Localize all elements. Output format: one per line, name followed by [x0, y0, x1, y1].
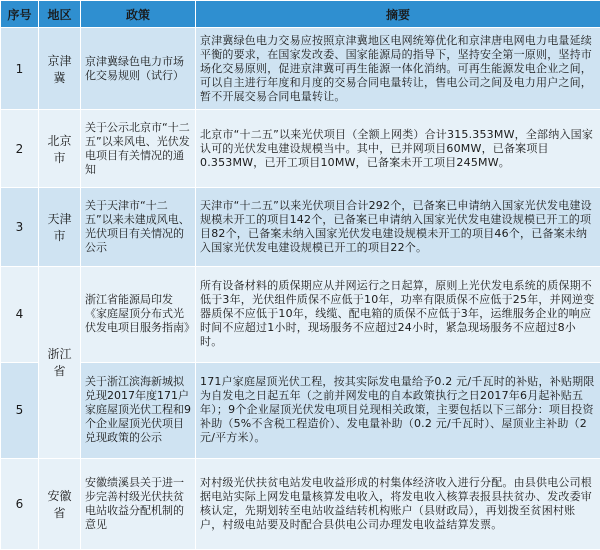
- row-policy: 关于天津市“十二五”以来未建成风电、光伏项目有关情况的公示: [81, 188, 196, 266]
- table-row: [1, 188, 600, 266]
- row-summary: 对村级光伏扶贫电站发电收益形成的村集体经济收入进行分配。由县供电公司根据电站实际上网发电量核算发电收入，将发电收入核算表报县扶贫办、发改委审核认定，先期划转至电站收益结转机构账户（县财政局），再划拨至贫困村账户，村级电站要及时配合县供电公司办理发电收益结算发票。: [196, 459, 600, 550]
- header-row: [1, 1, 600, 28]
- table-row: [1, 28, 600, 110]
- row-policy: 安徽绩溪县关于进一步完善村级光伏扶贫电站收益分配机制的意见: [81, 459, 196, 550]
- header-summary: 摘要: [196, 1, 600, 28]
- header-policy: 政策: [81, 1, 196, 28]
- row-summary: 171户家庭屋顶光伏工程，按其实际发电量给予0.2 元/千瓦时的补贴，补贴期限为自发电之日起五年（之前并网发电的自本政策执行之日2017年6月起补贴五年）；9个企业屋顶光伏发电项目兑现相关政策，主要包括以下三部分：项目投资补助（5%不含税工程造价）、发电量补助（0.2 元/千瓦时）、屋顶业主补助（2元/平方米）。: [196, 362, 600, 458]
- row-region: 安徽省: [39, 459, 81, 550]
- row-number: 2: [1, 110, 39, 188]
- row-number: 4: [1, 266, 39, 362]
- row-policy: 关于公示北京市“十二五”以来风电、光伏发电项目有关情况的通知: [81, 110, 196, 188]
- row-policy: 关于浙江滨海新城拟兑现2017年度171户家庭屋顶光伏工程和9个企业屋顶光伏项目兑现政策的公示: [81, 362, 196, 458]
- header-num: 序号: [1, 1, 39, 28]
- table-row: [1, 266, 600, 362]
- row-number: 5: [1, 362, 39, 458]
- table-row: [1, 362, 600, 458]
- row-summary: 天津市“十二五”以来光伏项目合计292个，已备案已申请纳入国家光伏发电建设规模未开工的项目142个，已备案已申请纳入国家光伏发电建设规模已开工的项目82个，已备案未纳入国家光伏发电建设规模未开工的项目46个，已备案未纳入国家光伏发电建设规模已开工的项目22个。: [196, 188, 600, 266]
- row-region: 天津市: [39, 188, 81, 266]
- row-number: 1: [1, 28, 39, 110]
- table-row: [1, 459, 600, 550]
- row-policy: 京津冀绿色电力市场化交易规则（试行）: [81, 28, 196, 110]
- row-number: 3: [1, 188, 39, 266]
- header-region: 地区: [39, 1, 81, 28]
- table-row: [1, 110, 600, 188]
- row-summary: 所有设备材料的质保期应从并网运行之日起算，原则上光伏发电系统的质保期不低于3年，光伏组件质保不应低于10年，功率有限质保不应低于25年，并网逆变器质保不应低于10年，线缆、配电箱的质保不应低于3年，运维服务企业的响应时间不应超过1小时，现场服务不应超过24小时，紧急现场服务不应超过8小时。: [196, 266, 600, 362]
- row-number: 6: [1, 459, 39, 550]
- row-region: 北京市: [39, 110, 81, 188]
- row-summary: 京津冀绿色电力交易应按照京津冀地区电网统筹优化和京津唐电网电力电量延续平衡的要求，在国家发改委、国家能源局的指导下，坚持安全第一原则，坚持市场化交易原则，促进京津冀可再生能源一体化消纳。可再生能源发电企业之间，可以自主进行年度和月度的交易合同电量转让，售电公司之间及电力用户之间，暂不开展交易合同电量转让。: [196, 28, 600, 110]
- row-policy: 浙江省能源局印发《家庭屋顶分布式光伏发电项目服务指南》: [81, 266, 196, 362]
- row-summary: 北京市“十二五”以来光伏项目（全额上网类）合计315.353MW，全部纳入国家认可的光伏发电建设规模当中。其中，已并网项目60MW，已备案项目0.353MW，已开工项目10MW，已备案未开工项目245MW。: [196, 110, 600, 188]
- row-region: 京津冀: [39, 28, 81, 110]
- row-region: 浙江省: [39, 266, 81, 459]
